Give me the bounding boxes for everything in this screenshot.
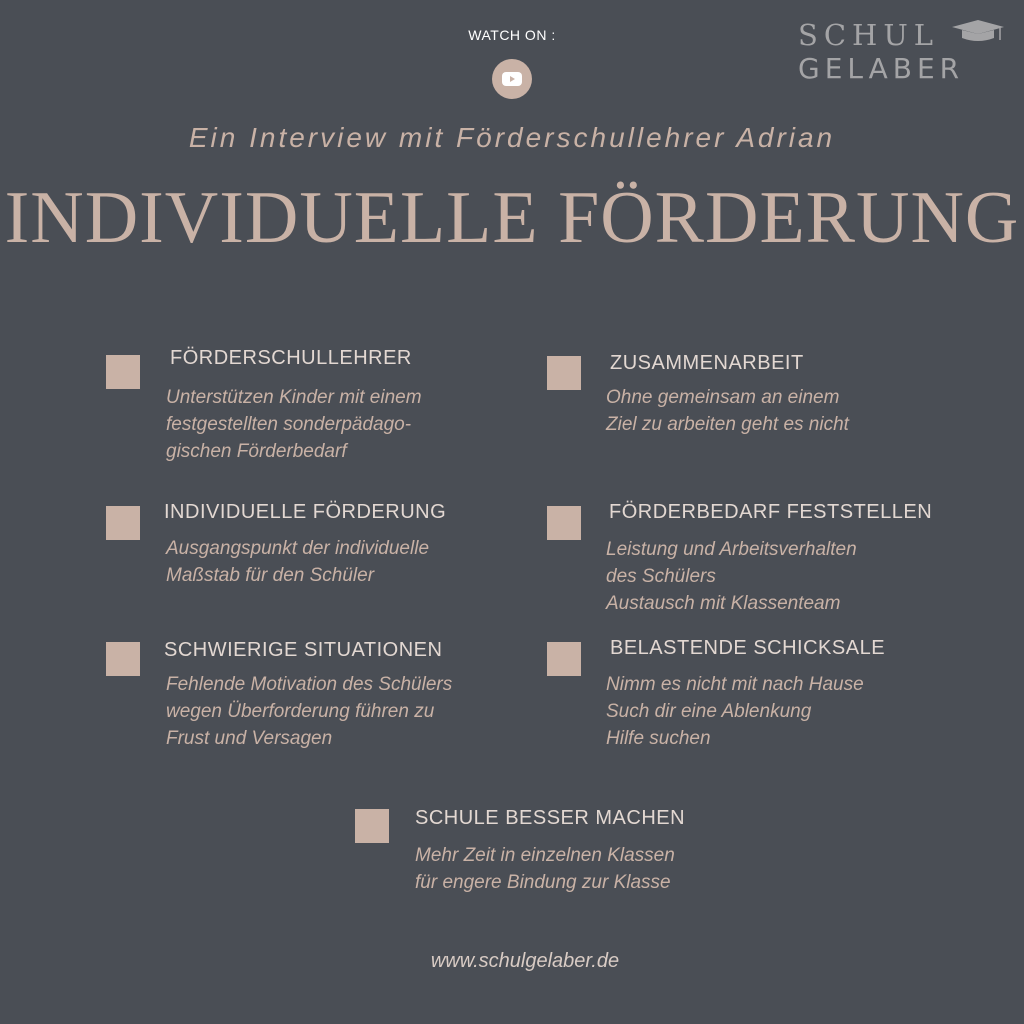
item-heading: INDIVIDUELLE FÖRDERUNG xyxy=(164,501,447,523)
logo-line-2: GELABER xyxy=(798,52,965,85)
item-desc-line: wegen Überforderung führen zu xyxy=(166,701,435,722)
item-desc-line: Such dir eine Ablenkung xyxy=(606,701,812,722)
bullet-square xyxy=(106,355,140,389)
item-desc-line: gischen Förderbedarf xyxy=(166,441,347,462)
youtube-play-button[interactable] xyxy=(492,59,532,99)
graduation-cap-icon xyxy=(948,18,1006,44)
item-heading: SCHWIERIGE SITUATIONEN xyxy=(164,639,443,661)
item-desc-line: Ausgangspunkt der individuelle xyxy=(166,538,430,559)
page-subtitle: Ein Interview mit Förderschullehrer Adrian xyxy=(188,122,836,153)
youtube-play-icon xyxy=(501,70,523,88)
item-heading: ZUSAMMENARBEIT xyxy=(610,352,804,374)
item-desc-line: Maßstab für den Schüler xyxy=(166,565,375,586)
page-title: INDIVIDUELLE FÖRDERUNG xyxy=(4,177,1020,259)
item-desc-line: Austausch mit Klassenteam xyxy=(606,593,841,614)
item-desc-line: festgestellten sonderpädago- xyxy=(166,414,412,435)
item-desc-line: Mehr Zeit in einzelnen Klassen xyxy=(415,845,675,866)
item-heading: BELASTENDE SCHICKSALE xyxy=(610,637,886,659)
item-desc-line: für engere Bindung zur Klasse xyxy=(415,872,671,893)
brand-logo xyxy=(798,18,1008,88)
item-heading: FÖRDERBEDARF FESTSTELLEN xyxy=(609,501,933,523)
bullet-square xyxy=(547,356,581,390)
bullet-square xyxy=(355,809,389,843)
website-link[interactable]: www.schulgelaber.de xyxy=(430,950,620,972)
item-desc-line: Fehlende Motivation des Schülers xyxy=(166,674,453,695)
item-desc-line: Ohne gemeinsam an einem xyxy=(606,387,840,408)
item-desc-line: Ziel zu arbeiten geht es nicht xyxy=(606,414,849,435)
bullet-square xyxy=(547,642,581,676)
item-desc-line: Unterstützen Kinder mit einem xyxy=(166,387,422,408)
item-desc-line: des Schülers xyxy=(606,566,716,587)
bullet-square xyxy=(106,506,140,540)
bullet-square xyxy=(547,506,581,540)
item-heading: SCHULE BESSER MACHEN xyxy=(415,807,686,829)
item-desc-line: Frust und Versagen xyxy=(166,728,333,749)
item-heading: FÖRDERSCHULLEHRER xyxy=(170,347,412,369)
item-desc-line: Hilfe suchen xyxy=(606,728,711,749)
logo-line-1: SCHUL xyxy=(798,18,940,52)
watch-on-label: WATCH ON : xyxy=(468,27,556,43)
item-desc-line: Leistung und Arbeitsverhalten xyxy=(606,539,857,560)
item-desc-line: Nimm es nicht mit nach Hause xyxy=(606,674,864,695)
bullet-square xyxy=(106,642,140,676)
